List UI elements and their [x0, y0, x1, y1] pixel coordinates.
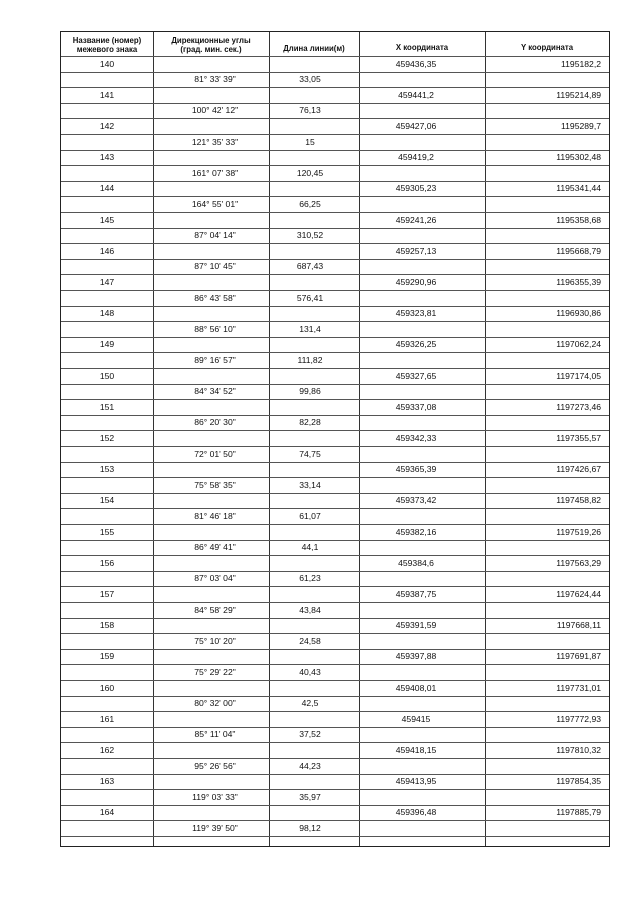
row-divider — [61, 274, 609, 275]
line-length: 37,52 — [299, 729, 321, 740]
row-divider — [61, 290, 609, 291]
x-coordinate: 459241,26 — [395, 214, 437, 225]
line-length: 33,05 — [299, 74, 321, 85]
x-coordinate: 459373,42 — [395, 495, 437, 506]
x-coordinate: 459327,65 — [395, 370, 437, 381]
y-coordinate: 1197731,01 — [556, 682, 601, 693]
x-coordinate: 459384,6 — [398, 557, 434, 568]
y-coordinate: 1195341,44 — [556, 183, 601, 194]
row-divider — [61, 87, 609, 88]
point-name: 147 — [99, 276, 115, 287]
row-divider — [61, 508, 609, 509]
row-divider — [61, 196, 609, 197]
row-divider — [61, 306, 609, 307]
direction-angle: 72° 01' 50" — [194, 448, 236, 459]
point-name: 145 — [99, 214, 115, 225]
y-coordinate: 1196355,39 — [556, 276, 601, 287]
x-coordinate: 459415 — [401, 713, 431, 724]
line-length: 76,13 — [299, 105, 321, 116]
line-length: 310,52 — [296, 230, 324, 241]
line-length: 74,75 — [299, 448, 321, 459]
row-divider — [61, 181, 609, 182]
point-name: 153 — [99, 464, 115, 475]
row-divider — [61, 134, 609, 135]
point-name: 148 — [99, 308, 115, 319]
row-divider — [61, 415, 609, 416]
point-name: 162 — [99, 744, 115, 755]
direction-angle: 164° 55' 01" — [191, 198, 239, 209]
line-length: 120,45 — [296, 167, 324, 178]
direction-angle: 84° 58' 29" — [194, 604, 236, 615]
x-coordinate: 459441,2 — [398, 89, 434, 100]
row-divider — [61, 446, 609, 447]
x-coordinate: 459413,95 — [395, 776, 437, 787]
direction-angle: 84° 34' 52" — [194, 386, 236, 397]
point-name: 158 — [99, 620, 115, 631]
direction-angle: 75° 29' 22" — [194, 666, 236, 677]
direction-angle: 86° 20' 30" — [194, 417, 236, 428]
line-length: 15 — [305, 136, 315, 147]
y-coordinate: 1197355,57 — [556, 432, 601, 443]
header-y-label: Y координата — [520, 43, 574, 52]
point-name: 152 — [99, 432, 115, 443]
row-divider — [61, 165, 609, 166]
x-coordinate: 459342,33 — [395, 432, 437, 443]
point-name: 150 — [99, 370, 115, 381]
direction-angle: 119° 39' 50" — [192, 822, 238, 833]
row-divider — [61, 337, 609, 338]
x-coordinate: 459387,75 — [395, 588, 437, 599]
y-coordinate: 1197563,29 — [556, 557, 601, 568]
row-divider — [61, 72, 609, 73]
row-divider — [61, 462, 609, 463]
header-name-line2: межевого знака — [76, 44, 138, 54]
row-divider — [61, 259, 609, 260]
row-divider — [61, 742, 609, 743]
y-coordinate: 1197772,93 — [556, 713, 601, 724]
point-name: 141 — [99, 89, 115, 100]
column-divider — [269, 32, 270, 846]
header-x-label: X координата — [395, 43, 449, 52]
x-coordinate: 459382,16 — [395, 526, 437, 537]
x-coordinate: 459305,23 — [395, 183, 437, 194]
line-length: 61,07 — [299, 510, 321, 521]
row-divider — [61, 649, 609, 650]
line-length: 33,14 — [299, 479, 321, 490]
row-divider — [61, 602, 609, 603]
y-coordinate: 1195358,68 — [556, 214, 601, 225]
y-coordinate: 1195302,48 — [556, 152, 601, 163]
row-divider — [61, 228, 609, 229]
point-name: 156 — [99, 557, 115, 568]
y-coordinate: 1196930,86 — [556, 308, 601, 319]
line-length: 131,4 — [299, 323, 321, 334]
line-length: 99,86 — [299, 386, 321, 397]
row-divider — [61, 758, 609, 759]
row-divider — [61, 664, 609, 665]
direction-angle: 121° 35' 33" — [191, 136, 239, 147]
x-coordinate: 459337,08 — [395, 401, 437, 412]
x-coordinate: 459419,2 — [398, 152, 434, 163]
row-divider — [61, 477, 609, 478]
y-coordinate: 1197624,44 — [556, 588, 601, 599]
row-divider — [61, 820, 609, 821]
direction-angle: 86° 49' 41" — [194, 542, 236, 553]
row-divider — [61, 774, 609, 775]
line-length: 44,1 — [301, 542, 319, 553]
row-divider — [61, 540, 609, 541]
y-coordinate: 1195668,79 — [556, 245, 601, 256]
x-coordinate: 459365,39 — [395, 464, 437, 475]
point-name: 154 — [99, 495, 115, 506]
direction-angle: 86° 43' 58" — [194, 292, 236, 303]
row-divider — [61, 696, 609, 697]
direction-angle: 119° 03' 33" — [192, 791, 238, 802]
y-coordinate: 1197810,32 — [556, 744, 601, 755]
line-length: 576,41 — [296, 292, 324, 303]
x-coordinate: 459418,15 — [395, 744, 437, 755]
row-divider — [61, 399, 609, 400]
header-length — [269, 38, 359, 59]
point-name: 149 — [99, 339, 115, 350]
line-length: 66,25 — [299, 198, 321, 209]
row-divider — [61, 368, 609, 369]
header-angle-line2: (град. мин. сек.) — [180, 44, 242, 54]
row-divider — [61, 727, 609, 728]
row-divider — [61, 680, 609, 681]
direction-angle: 89° 16' 57" — [194, 354, 236, 365]
direction-angle: 81° 33' 39" — [194, 74, 236, 85]
row-divider — [61, 150, 609, 151]
point-name: 157 — [99, 588, 115, 599]
direction-angle: 88° 56' 10" — [194, 323, 236, 334]
row-divider — [61, 789, 609, 790]
header-y — [485, 37, 609, 58]
point-name: 142 — [99, 120, 115, 131]
row-divider — [61, 103, 609, 104]
point-name: 151 — [99, 401, 115, 412]
direction-angle: 85° 11' 04" — [194, 729, 236, 740]
row-divider — [61, 711, 609, 712]
y-coordinate: 1197426,67 — [556, 464, 601, 475]
direction-angle: 95° 26' 56" — [194, 760, 236, 771]
header-x — [359, 37, 485, 58]
line-length: 687,43 — [296, 261, 324, 272]
row-divider — [61, 321, 609, 322]
point-name: 163 — [99, 776, 115, 787]
line-length: 35,97 — [299, 791, 321, 802]
y-coordinate: 1197668,11 — [556, 620, 601, 631]
row-divider — [61, 524, 609, 525]
row-divider — [61, 571, 609, 572]
row-divider — [61, 430, 609, 431]
direction-angle: 80° 32' 00" — [194, 698, 236, 709]
point-name: 155 — [99, 526, 115, 537]
point-name: 161 — [99, 713, 115, 724]
point-name: 159 — [99, 651, 115, 662]
x-coordinate: 459396,48 — [395, 807, 437, 818]
line-length: 40,43 — [299, 666, 321, 677]
point-name: 140 — [99, 58, 115, 69]
direction-angle: 87° 03' 04" — [194, 573, 236, 584]
y-coordinate: 1197854,35 — [556, 776, 601, 787]
y-coordinate: 1197458,82 — [556, 495, 601, 506]
row-divider — [61, 805, 609, 806]
row-divider — [61, 493, 609, 494]
y-coordinate: 1197691,87 — [556, 651, 601, 662]
line-length: 42,5 — [301, 698, 319, 709]
direction-angle: 75° 10' 20" — [194, 635, 236, 646]
line-length: 61,23 — [299, 573, 321, 584]
header-angle — [153, 34, 269, 55]
y-coordinate: 1197062,24 — [556, 339, 601, 350]
header-length-label: Длина линии(м) — [283, 44, 345, 53]
x-coordinate: 459427,06 — [395, 120, 437, 131]
direction-angle: 87° 10' 45" — [194, 261, 236, 272]
x-coordinate: 459290,96 — [395, 276, 437, 287]
point-name: 164 — [99, 807, 115, 818]
point-name: 143 — [99, 152, 115, 163]
header-name — [61, 34, 153, 55]
line-length: 111,82 — [297, 354, 323, 365]
coordinates-table — [60, 31, 610, 847]
direction-angle: 161° 07' 38" — [191, 167, 239, 178]
direction-angle: 75° 58' 35" — [194, 479, 236, 490]
header-name-line1: Название (номер) — [72, 35, 142, 45]
row-divider — [61, 118, 609, 119]
y-coordinate: 1195182,2 — [561, 58, 601, 69]
direction-angle: 81° 46' 18" — [194, 510, 236, 521]
y-coordinate: 1195289,7 — [561, 120, 601, 131]
y-coordinate: 1195214,89 — [556, 89, 601, 100]
row-divider — [61, 633, 609, 634]
x-coordinate: 459257,13 — [395, 245, 437, 256]
line-length: 24,58 — [299, 635, 321, 646]
y-coordinate: 1197885,79 — [556, 807, 601, 818]
point-name: 146 — [99, 245, 115, 256]
x-coordinate: 459326,25 — [395, 339, 437, 350]
line-length: 44,23 — [299, 760, 321, 771]
point-name: 144 — [99, 183, 115, 194]
column-divider — [485, 32, 486, 846]
row-divider — [61, 212, 609, 213]
direction-angle: 100° 42' 12" — [191, 105, 239, 116]
point-name: 160 — [99, 682, 115, 693]
row-divider — [61, 243, 609, 244]
header-angle-line1: Дирекционные углы — [171, 35, 251, 45]
direction-angle: 87° 04' 14" — [194, 230, 236, 241]
line-length: 43,84 — [299, 604, 321, 615]
line-length: 82,28 — [299, 417, 321, 428]
x-coordinate: 459397,88 — [395, 651, 437, 662]
row-divider — [61, 586, 609, 587]
line-length: 98,12 — [299, 822, 321, 833]
row-divider — [61, 352, 609, 353]
y-coordinate: 1197519,26 — [556, 526, 601, 537]
row-divider — [61, 618, 609, 619]
row-divider — [61, 555, 609, 556]
x-coordinate: 459436,35 — [395, 58, 437, 69]
y-coordinate: 1197273,46 — [556, 401, 601, 412]
y-coordinate: 1197174,05 — [556, 370, 601, 381]
x-coordinate: 459323,81 — [395, 308, 437, 319]
row-divider — [61, 836, 609, 837]
x-coordinate: 459408,01 — [395, 682, 437, 693]
row-divider — [61, 384, 609, 385]
column-divider — [153, 32, 154, 846]
x-coordinate: 459391,59 — [395, 620, 437, 631]
